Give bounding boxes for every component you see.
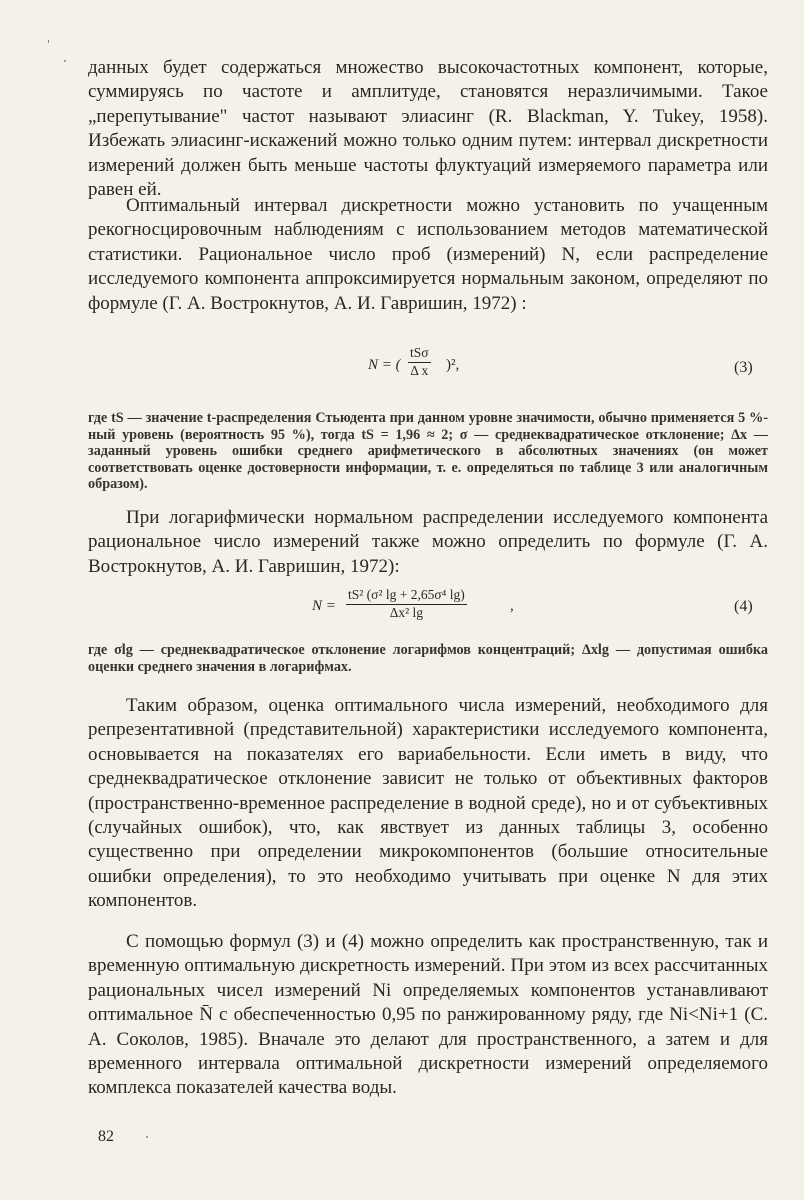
formula-4-lhs: N = <box>312 598 336 614</box>
formula-4-denominator: Δx² lg <box>389 605 424 620</box>
formula-3-fraction <box>408 345 431 379</box>
formula-3-lhs: N = ( <box>368 357 401 373</box>
formula-3-numerator: tSσ <box>408 345 431 363</box>
formula-3-rhs: )², <box>446 357 460 373</box>
paragraph-formulas-usage: С помощью формул (3) и (4) можно определить как пространственную, так и временную оптимальную дискретность измерений. При этом из всех рассчитанных рациональных чисел измерений Ni определяемых компонентов устанавливают оптимальное N̄ с обеспеченностью 0,95 по ранжированному ряду, где Ni<Ni+1 (С. А. Соколов, 1985). Вначале это делают для пространственного, а затем и для временного интервала оптимальной дискретности измерений определяемого комплекса показателей качества воды. <box>88 931 768 1099</box>
formula-4-rhs: , <box>510 598 514 614</box>
note-formula-4: где σlg — среднеквадратическое отклонение логарифмов концентраций; Δxlg — допустимая ошибка оценки среднего значения в логарифмах. <box>88 642 768 675</box>
formula-3-denominator: Δ x <box>410 363 429 378</box>
paragraph-optimal-interval: Оптимальный интервал дискретности можно установить по учащенным рекогносцировочным наблюдениям с использованием методов математической статистики. Рациональное число проб (измерений) N, если распределение исследуемого компонента аппроксимируется нормальным законом, определяют по формуле (Г. А. Вострокнутов, А. И. Гавришин, 1972) : <box>88 195 768 314</box>
scan-speck <box>64 60 66 62</box>
formula-4-fraction <box>346 587 467 621</box>
note-formula-3: где tS — значение t-распределения Стьюдента при данном уровне значимости, обычно применяется 5 %-ный уровень (вероятность 95 %), тогда tS = 1,96 ≈ 2; σ — среднеквадратическое отклонение; Δx — заданный уровень ошибки среднего арифметического в абсолютных значениях (он может соответствовать оценке достоверности информации, т. е. определяться по таблице 3 или аналогичным образом). <box>88 410 768 492</box>
paragraph-aliasing: данных будет содержаться множество высокочастотных компонент, которые, суммируясь по частоте и амплитуде, становятся неразличимыми. Такое „перепутывание" частот называют элиасинг (R. Blackman, Y. Tukey, 1958). Избежать элиасинг-искажений можно только одним путем: интервал дискретности измерений должен быть меньше частоты флуктуаций измеряемого параметра или равен ей. <box>88 57 768 201</box>
scan-speck <box>146 1136 148 1138</box>
paragraph-lognormal: При логарифмически нормальном распределении исследуемого компонента рациональное число измерений также можно определить по формуле (Г. А. Вострокнутов, А. И. Гавришин, 1972): <box>88 507 768 577</box>
formula-4-numerator: tS² (σ² lg + 2,65σ⁴ lg) <box>346 587 467 605</box>
formula-3-number: (3) <box>734 359 753 376</box>
page-number: 82 <box>98 1128 114 1145</box>
paragraph-conclusion: Таким образом, оценка оптимального числа измерений, необходимого для репрезентативной (представительной) характеристики исследуемого компонента, основывается на показателях его вариабельности. Если иметь в виду, что среднеквадратическое отклонение зависит не только от объективных факторов (пространственно-временное распределение в водной среде), но и от субъективных (случайных ошибок), что, как явствует из данных таблицы 3, особенно существенно при определении микрокомпонентов (большие относительные ошибки определения), то это необходимо учитывать при оценке N для этих компонентов. <box>88 695 768 912</box>
scan-speck <box>48 40 49 43</box>
formula-4-number: (4) <box>734 598 753 615</box>
